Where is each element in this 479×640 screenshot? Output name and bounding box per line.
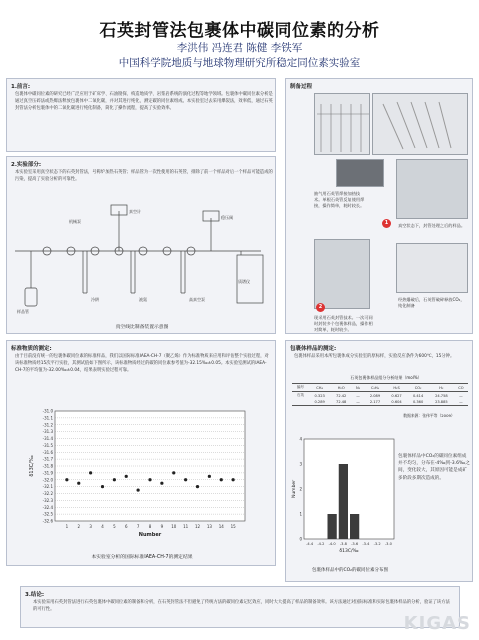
histogram-bar bbox=[328, 514, 337, 539]
x-tick-label: 10 bbox=[171, 524, 177, 529]
diagram-label-mpump: 机械泵 bbox=[69, 219, 81, 224]
table-cell: 0.360 bbox=[407, 399, 429, 406]
data-point bbox=[137, 488, 140, 491]
table-header-cell: CH₄ bbox=[309, 384, 331, 392]
y-tick-label: 4 bbox=[299, 436, 302, 442]
data-point bbox=[220, 478, 223, 481]
sample-body: 包裹体样品采用本所包裹体成分实验室的原标样，实验反应条件为600℃，15分钟。 bbox=[294, 354, 455, 359]
y-tick-label: 0 bbox=[299, 536, 302, 542]
data-point bbox=[196, 485, 199, 488]
y-tick-label: -31.1 bbox=[42, 415, 53, 421]
poster-authors: 李洪伟 冯连君 陈健 李铁军 bbox=[176, 42, 303, 54]
table-header-cell: 编号 bbox=[292, 384, 309, 392]
poster-title: 石英封管法包裹体中碳同位素的分析 bbox=[99, 21, 380, 41]
table-cell: — bbox=[356, 393, 360, 398]
table-cell: 24.758 bbox=[435, 393, 448, 398]
x-tick-label: -3.0 bbox=[384, 542, 392, 546]
iaea-ch7-scatter-chart bbox=[25, 405, 255, 547]
composition-table bbox=[292, 383, 468, 406]
data-point bbox=[148, 478, 151, 481]
y-tick-label: -31.6 bbox=[42, 449, 53, 455]
table-cell: — bbox=[454, 399, 468, 406]
table-header-cell: H₂S bbox=[386, 384, 408, 392]
table-header-cell: H₂ bbox=[429, 384, 454, 392]
table-cell: 石英 bbox=[296, 393, 305, 397]
badge-1: 1 bbox=[382, 219, 391, 228]
histogram-bar bbox=[350, 514, 359, 539]
x-tick-label: 4 bbox=[101, 524, 104, 529]
photo-vacuum-line bbox=[314, 93, 370, 155]
table-header-cell: CO₂ bbox=[407, 384, 429, 392]
y-tick-label: -31.7 bbox=[42, 456, 53, 462]
diagram-label-sample: 样品管 bbox=[17, 309, 29, 314]
table-cell bbox=[292, 399, 309, 406]
histogram-caption: 包裹体样品中的CO₂的碳同位素分布图 bbox=[312, 568, 388, 573]
x-tick-label: 9 bbox=[160, 524, 164, 529]
diagram-caption: 真空线比制备装置示意图 bbox=[115, 325, 169, 330]
diagram-label-valve: 稳压阀 bbox=[221, 215, 233, 220]
conclusion-body: 本实验采用石英封管法进行石英包裹体中碳同位素的制备和分析，在石英封管法不但避免了传统方法的碳同位素记忆效应，同时大大提高了样品的制备效率。该方法通过对国际标准和实际包裹体样品的分析，验证了该方法的可行性。 bbox=[33, 600, 450, 612]
x-tick-label: -3.8 bbox=[339, 542, 347, 546]
caption-left-1: 抽气用石英管焊接加热技术。单根石英管反复使用焊接，操作简单，耗时较长。 bbox=[314, 191, 365, 209]
x-tick-label: 6 bbox=[124, 524, 128, 529]
standard-panel bbox=[6, 340, 276, 566]
x-tick-label: -4.4 bbox=[306, 542, 314, 546]
diagram-label-ln2: 液氮 bbox=[139, 297, 147, 302]
y-tick-label: 3 bbox=[299, 461, 302, 467]
histogram-bar bbox=[339, 464, 348, 539]
badge-2: 2 bbox=[316, 303, 325, 312]
data-point bbox=[172, 471, 175, 474]
x-tick-label: -3.6 bbox=[351, 542, 359, 546]
poster-institution: 中国科学院地质与地球物理研究所稳定同位素实验室 bbox=[118, 57, 361, 69]
conclusion-panel bbox=[20, 586, 460, 628]
y-tick-label: -32.1 bbox=[42, 484, 53, 490]
caption-right-1: 真空状态下，封管处理之后的样品。 bbox=[398, 223, 466, 228]
diagram-label-hvpump: 高真空泵 bbox=[189, 297, 205, 302]
table-cell: 2.177 bbox=[364, 399, 386, 406]
photo-operator bbox=[314, 239, 370, 309]
intro-body: 包裹体中碳同位素的研究已经广泛应用于矿床学、石油勘探、构造地质学、岩浆岩系统的演化过程等地学领域。包裹体中碳同位素分析是通过真空压碎法或热爆法释放包裹体中二氧化碳，并对其进行纯化，测定碳的同位素组成。本实验室过去采用爆裂法，效率低，通过石英封管法分析包裹体中的二氧化碳进行纯化制备，简化了操作流程，提高了实验效率。 bbox=[15, 92, 273, 111]
y-tick-label: -31.2 bbox=[42, 422, 53, 428]
data-point bbox=[232, 478, 235, 481]
y-tick-label: 2 bbox=[299, 486, 302, 492]
table-source: 数据来源：张伟平等（2009） bbox=[403, 413, 455, 418]
data-point bbox=[65, 478, 68, 481]
process-panel bbox=[285, 78, 473, 334]
table-cell: 0.289 bbox=[309, 399, 331, 406]
caption-right-2: 经热爆破后，石英管破碎释放CO₂，纯化制备 bbox=[398, 297, 465, 309]
x-tick-label: 14 bbox=[218, 524, 224, 529]
intro-panel bbox=[6, 78, 276, 152]
x-tick-label: 13 bbox=[206, 524, 212, 529]
data-point bbox=[184, 478, 187, 481]
data-point bbox=[77, 482, 80, 485]
diagram-label-gauge: 真空计 bbox=[129, 209, 141, 214]
table-header-cell: C₂H₆ bbox=[364, 384, 386, 392]
y-tick-label: -32.4 bbox=[42, 504, 53, 510]
plot-area bbox=[304, 439, 394, 539]
y-tick-label: -31.8 bbox=[42, 463, 53, 469]
standard-heading: 标准物质的测定: bbox=[11, 346, 52, 352]
table-row bbox=[292, 392, 468, 400]
y-tick-label: 1 bbox=[299, 511, 302, 517]
x-tick-label: 5 bbox=[113, 524, 116, 529]
co2-histogram bbox=[290, 433, 400, 563]
data-point bbox=[101, 485, 104, 488]
table-header-cell: H₂O bbox=[330, 384, 352, 392]
y-tick-label: -31.4 bbox=[42, 436, 53, 441]
x-tick-label: 12 bbox=[194, 524, 201, 529]
photo-sealed-tubes bbox=[372, 93, 468, 155]
x-axis-label: Number bbox=[138, 532, 162, 538]
y-axis-label: δ13C/‰ bbox=[29, 455, 35, 477]
data-point bbox=[125, 475, 128, 478]
y-axis-label: Number bbox=[292, 479, 297, 499]
y-tick-label: -32.6 bbox=[42, 518, 53, 524]
watermark-logo: KIGAS bbox=[403, 613, 471, 634]
x-tick-label: -4.2 bbox=[317, 542, 325, 546]
table-cell: 72.48 bbox=[330, 399, 352, 406]
table-cell: — bbox=[352, 399, 364, 406]
y-tick-label: -31.5 bbox=[42, 442, 53, 448]
sample-heading: 包裹体样品的测定: bbox=[290, 346, 337, 352]
diagram-label-trap: 冷阱 bbox=[91, 297, 99, 302]
y-tick-label: -31.3 bbox=[42, 429, 53, 435]
process-heading: 制备过程 bbox=[290, 84, 313, 90]
photo-torch-sealing bbox=[336, 159, 384, 187]
table-cell: 0.627 bbox=[391, 393, 402, 398]
experiment-panel bbox=[6, 156, 276, 334]
sample-panel bbox=[285, 340, 473, 582]
table-row bbox=[292, 399, 468, 406]
data-point bbox=[208, 475, 211, 478]
data-point bbox=[89, 471, 92, 474]
y-tick-label: -31.9 bbox=[42, 470, 53, 476]
diagram-label-ms: 质谱仪 bbox=[238, 279, 250, 284]
table-header-cell: N₂ bbox=[352, 384, 364, 392]
x-axis-label: δ13C/‰ bbox=[339, 549, 359, 554]
table-title: 石英包裹体样品组分分析结果（mol%） bbox=[350, 375, 422, 380]
vacuum-line-diagram bbox=[11, 193, 273, 317]
table-cell: 0.604 bbox=[386, 399, 408, 406]
x-tick-label: -3.4 bbox=[362, 542, 370, 546]
histogram-note: 包裹体样品中CO₂的碳同位素组成并不均匀，分布在-4‰到-3.6‰之间，变化较大，其原因可能是成矿多阶段多期次造成的。 bbox=[398, 454, 470, 481]
conclusion-heading: 3.结论: bbox=[25, 592, 45, 598]
y-tick-label: -32.5 bbox=[42, 511, 53, 517]
x-tick-label: 15 bbox=[230, 524, 236, 529]
photo-sealed-sample bbox=[396, 159, 468, 219]
y-tick-label: -31.0 bbox=[42, 408, 53, 414]
x-tick-label: -4.0 bbox=[328, 542, 336, 546]
x-tick-label: 3 bbox=[89, 524, 92, 529]
x-tick-label: 11 bbox=[183, 524, 189, 529]
data-point bbox=[160, 482, 163, 485]
experiment-heading: 2.实验部分: bbox=[11, 162, 42, 168]
table-cell: 72.42 bbox=[336, 393, 347, 398]
x-tick-label: 7 bbox=[136, 524, 140, 529]
data-point bbox=[113, 478, 116, 481]
y-tick-label: -32.3 bbox=[42, 497, 53, 503]
caption-left-2: 现采用石英封管技术。一次可同时封装多个包裹体样品，操作相对简单，耗时较少。 bbox=[314, 315, 373, 333]
y-tick-label: -32.2 bbox=[42, 491, 53, 496]
table-cell: 0.323 bbox=[314, 393, 325, 398]
y-tick-label: -32.0 bbox=[42, 477, 53, 483]
table-cell: 2.089 bbox=[369, 393, 381, 398]
photo-setup bbox=[396, 243, 468, 293]
x-tick-label: 8 bbox=[148, 524, 152, 529]
x-tick-label: 1 bbox=[65, 524, 69, 529]
experiment-body: 本实验室采用真空状态下的石英封管法，号称炉加热石英管；样品管为一次性使用的石英管，排除了前一个样品对后一个样品可能造成的污染，提高了实验分析的可靠性。 bbox=[15, 170, 273, 182]
table-header-cell: CO bbox=[454, 384, 468, 392]
table-cell: — bbox=[459, 393, 463, 398]
scatter-chart-caption: 本实验室分析的国际标准IAEA-CH-7的测定结果 bbox=[91, 555, 193, 560]
x-tick-label: -3.2 bbox=[373, 542, 381, 546]
x-tick-label: 2 bbox=[77, 524, 81, 529]
intro-heading: 1.前言: bbox=[11, 84, 31, 90]
standard-body: 由于目前没有统一的包裹体碳同位素的标准样品，我们以国际标准IAEA-CH-7（聚乙烯）作为标准物质来应用和评估整个实验过程，对该标准物质经15次平行实验，其测试值如下图所示，该标准物质经过的碳的同位素参考值为-32.15‰±0.05。本实验室测试的IAEA-CH-7的平均值为-32.00‰±0.04，结果表明实验过程可靠。 bbox=[15, 354, 269, 373]
table-cell: 23.885 bbox=[429, 399, 454, 406]
table-cell: 0.414 bbox=[412, 393, 424, 398]
